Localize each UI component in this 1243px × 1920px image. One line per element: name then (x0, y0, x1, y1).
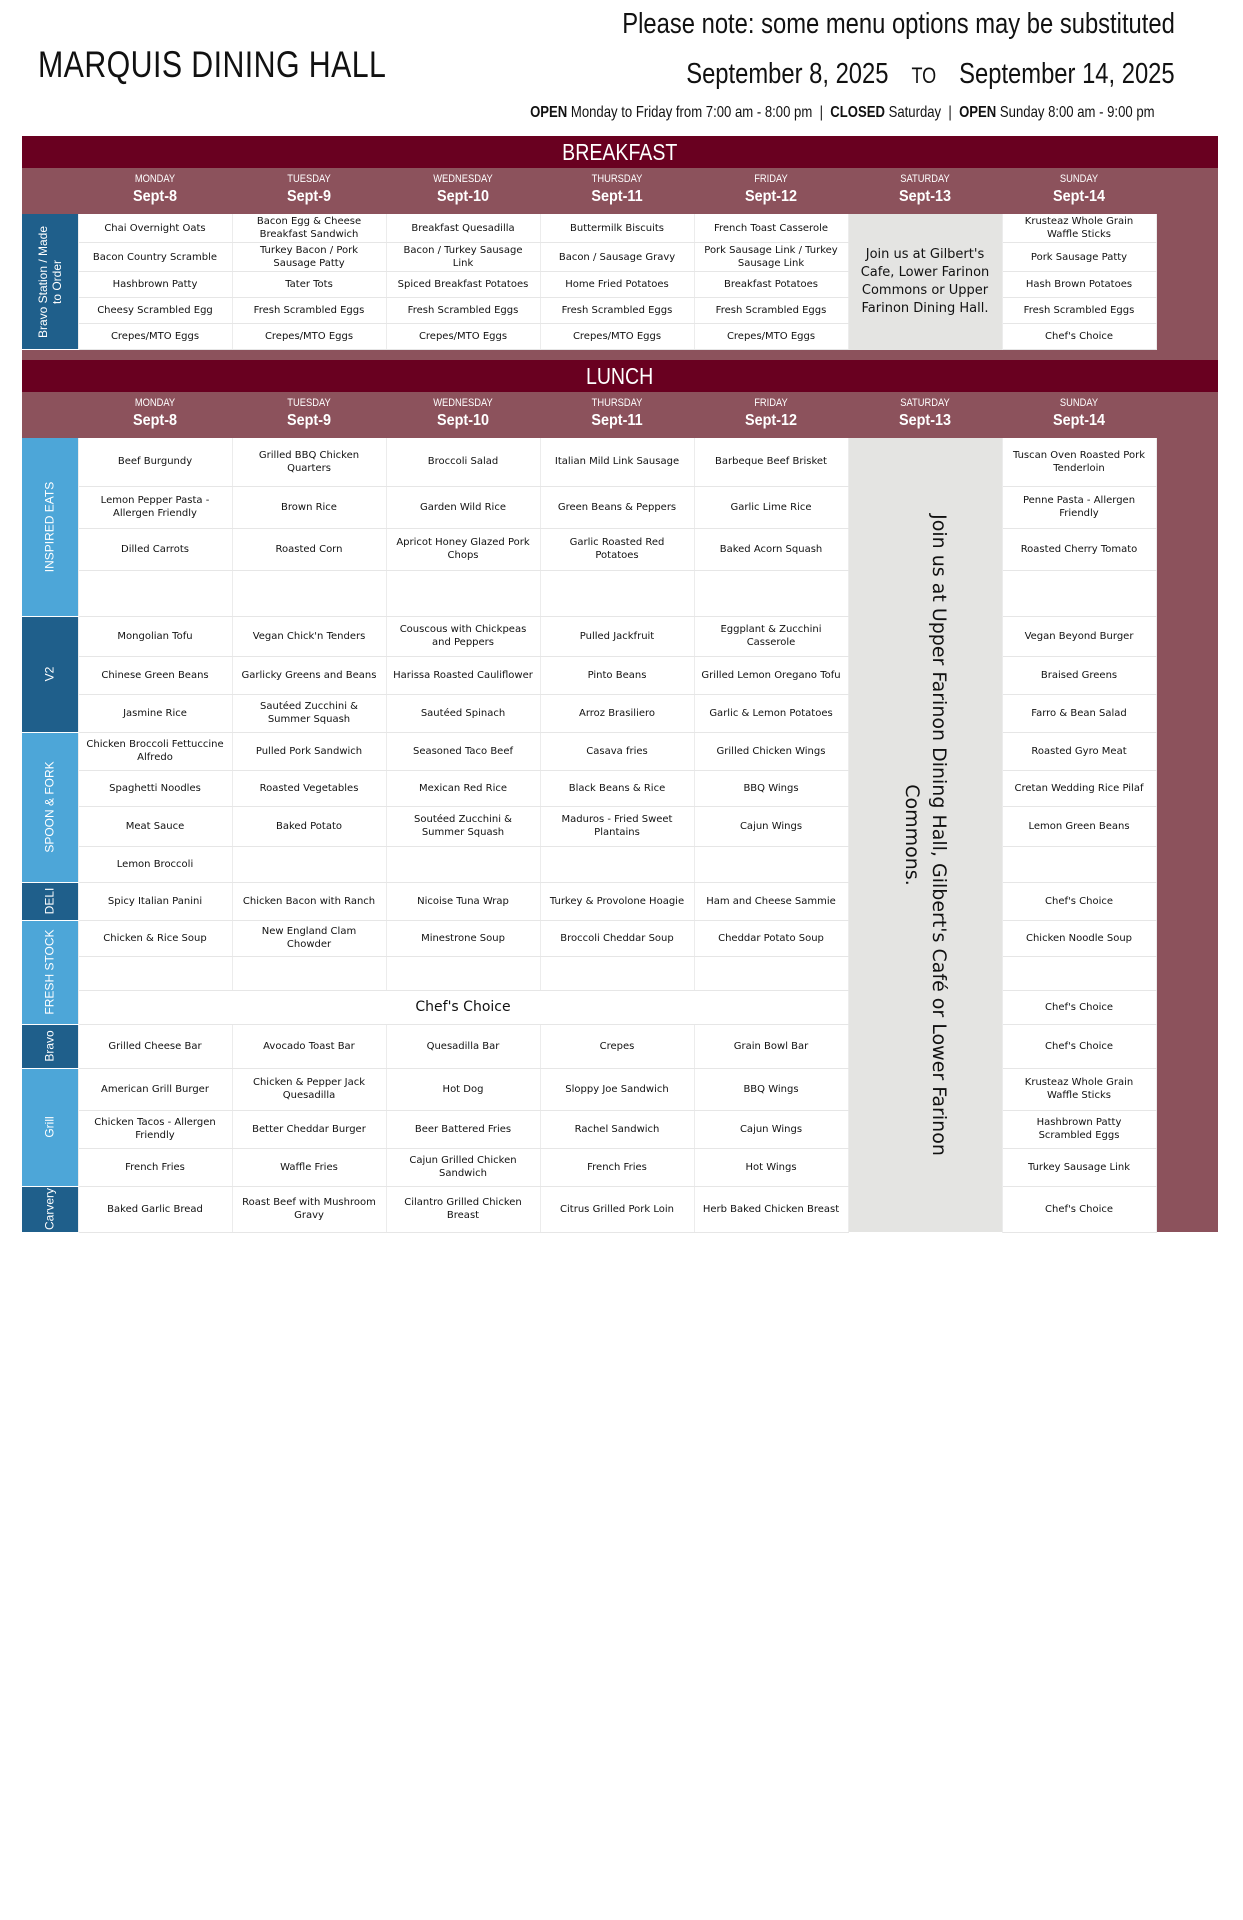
menu-item: Italian Mild Link Sausage (540, 438, 694, 486)
menu-item: Braised Greens (1002, 656, 1156, 694)
menu-item: Better Cheddar Burger (232, 1110, 386, 1148)
menu-item: Pork Sausage Patty (1002, 243, 1156, 272)
menu-item: Lemon Green Beans (1002, 806, 1156, 846)
menu-item (1002, 570, 1156, 616)
menu-item: Cilantro Grilled Chicken Breast (386, 1186, 540, 1232)
breakfast-day-thursday (540, 168, 694, 206)
hours-separator: | (948, 104, 953, 121)
date-to-label: TO (911, 63, 937, 88)
day-date: Sept-10 (436, 188, 490, 205)
menu-item: Cajun Grilled Chicken Sandwich (386, 1148, 540, 1186)
menu-item: Black Beans & Rice (540, 770, 694, 806)
menu-item: Sautéed Spinach (386, 694, 540, 732)
station-spoon-fork (22, 732, 78, 882)
menu-item: Baked Garlic Bread (78, 1186, 232, 1232)
menu-item: Buttermilk Biscuits (540, 214, 694, 243)
menu-item: Breakfast Potatoes (694, 272, 848, 298)
menu-item: Garlic & Lemon Potatoes (694, 694, 848, 732)
menu-item: Spicy Italian Panini (78, 882, 232, 920)
station-label: Bravo Station / Made to Order (35, 225, 64, 338)
breakfast-day-saturday (848, 168, 1002, 206)
menu-item: Beer Battered Fries (386, 1110, 540, 1148)
menu-item (1002, 956, 1156, 990)
menu-item: Bacon Country Scramble (78, 243, 232, 272)
breakfast-day-wednesday (386, 168, 540, 206)
menu-item: Home Fried Potatoes (540, 272, 694, 298)
day-name: THURSDAY (591, 397, 643, 409)
menu-item (540, 956, 694, 990)
menu-item (232, 570, 386, 616)
menu-item: Crepes/MTO Eggs (540, 324, 694, 350)
day-name: SATURDAY (900, 173, 950, 185)
saturday-closed-note: Join us at Gilbert's Cafe, Lower Farinon Commons or Upper Farinon Dining Hall. (848, 214, 1002, 350)
menu-item (1002, 846, 1156, 882)
station-inspired-eats (22, 438, 78, 616)
menu-item: Cretan Wedding Rice Pilaf (1002, 770, 1156, 806)
breakfast-table (22, 214, 1157, 350)
closed-label: CLOSED (830, 104, 886, 121)
menu-item: Grilled Chicken Wings (694, 732, 848, 770)
menu-item: Chicken & Rice Soup (78, 920, 232, 956)
menu-item: Broccoli Salad (386, 438, 540, 486)
menu-item (78, 570, 232, 616)
menu-item: Farro & Bean Salad (1002, 694, 1156, 732)
day-date: Sept-10 (436, 412, 490, 429)
station-fresh-stock (22, 920, 78, 1024)
date-range (687, 58, 1175, 91)
menu-item: Pinto Beans (540, 656, 694, 694)
menu-item: Meat Sauce (78, 806, 232, 846)
menu-item: Cajun Wings (694, 1110, 848, 1148)
menu-item (694, 956, 848, 990)
menu-item: Maduros - Fried Sweet Plantains (540, 806, 694, 846)
day-name: WEDNESDAY (433, 397, 493, 409)
day-name: TUESDAY (287, 397, 331, 409)
station-label: SPOON & FORK (42, 761, 57, 853)
saturday-closed-note (848, 438, 1002, 1232)
menu-item: Garden Wild Rice (386, 486, 540, 528)
breakfast-day-tuesday (232, 168, 386, 206)
saturday-note-text: Join us at Upper Farinon Dining Hall, Gilbert's Café or Lower Farinon Commons. (901, 514, 950, 1156)
menu-item: Nicoise Tuna Wrap (386, 882, 540, 920)
menu-item: Fresh Scrambled Eggs (540, 298, 694, 324)
station-grill (22, 1068, 78, 1186)
menu-item: Hot Wings (694, 1148, 848, 1186)
menu-item: BBQ Wings (694, 770, 848, 806)
menu-item: Grilled Cheese Bar (78, 1024, 232, 1068)
day-date: Sept-14 (1052, 412, 1106, 429)
menu-item: Jasmine Rice (78, 694, 232, 732)
day-name: TUESDAY (287, 173, 331, 185)
menu-item: Cheddar Potato Soup (694, 920, 848, 956)
menu-item: Crepes/MTO Eggs (232, 324, 386, 350)
open-label: OPEN (959, 104, 997, 121)
station-label: FRESH STOCK (42, 929, 57, 1015)
day-date: Sept-8 (132, 188, 178, 205)
day-name: WEDNESDAY (433, 173, 493, 185)
menu-item: Roasted Vegetables (232, 770, 386, 806)
day-name: FRIDAY (754, 173, 788, 185)
menu-item: Ham and Cheese Sammie (694, 882, 848, 920)
day-date: Sept-12 (744, 188, 798, 205)
day-date: Sept-9 (286, 412, 332, 429)
day-date: Sept-8 (132, 412, 178, 429)
day-name: SUNDAY (1059, 397, 1099, 409)
station-label: Grill (42, 1116, 57, 1138)
menu-item: Bacon / Turkey Sausage Link (386, 243, 540, 272)
menu-item: French Toast Casserole (694, 214, 848, 243)
menu-item: Krusteaz Whole Grain Waffle Sticks (1002, 214, 1156, 243)
day-date: Sept-12 (744, 412, 798, 429)
menu-item: Eggplant & Zucchini Casserole (694, 616, 848, 656)
menu-item: Chef's Choice (1002, 990, 1156, 1024)
menu-item: Vegan Beyond Burger (1002, 616, 1156, 656)
breakfast-section (22, 136, 1218, 376)
saturday-hours: Saturday (889, 104, 942, 121)
lunch-day-tuesday (232, 392, 386, 430)
menu-item: Spaghetti Noodles (78, 770, 232, 806)
lunch-day-sunday (1002, 392, 1156, 430)
day-name: SUNDAY (1059, 173, 1099, 185)
menu-item: Fresh Scrambled Eggs (386, 298, 540, 324)
breakfast-title: BREAKFAST (562, 139, 678, 165)
station-deli (22, 882, 78, 920)
menu-item: Chicken Broccoli Fettuccine Alfredo (78, 732, 232, 770)
menu-item: Chicken Bacon with Ranch (232, 882, 386, 920)
menu-item: Arroz Brasiliero (540, 694, 694, 732)
menu-item: Chicken Noodle Soup (1002, 920, 1156, 956)
menu-item: Krusteaz Whole Grain Waffle Sticks (1002, 1068, 1156, 1110)
menu-item (540, 570, 694, 616)
menu-item: American Grill Burger (78, 1068, 232, 1110)
menu-item: Pulled Pork Sandwich (232, 732, 386, 770)
breakfast-day-monday (78, 168, 232, 206)
menu-item: Crepes (540, 1024, 694, 1068)
menu-item (694, 570, 848, 616)
menu-item: Cheesy Scrambled Egg (78, 298, 232, 324)
menu-item: Chef's Choice (1002, 1186, 1156, 1232)
menu-item: Garlic Roasted Red Potatoes (540, 528, 694, 570)
lunch-title: LUNCH (586, 363, 654, 389)
chefs-choice-span: Chef's Choice (78, 990, 848, 1024)
menu-item (78, 956, 232, 990)
sunday-hours: Sunday 8:00 am - 9:00 pm (1000, 104, 1155, 121)
station-bravo-made-to-order (22, 214, 78, 350)
menu-item: Chef's Choice (1002, 324, 1156, 350)
station-label: Bravo (42, 1030, 57, 1062)
lunch-day-monday (78, 392, 232, 430)
menu-item (386, 956, 540, 990)
date-start: September 8, 2025 (686, 58, 889, 90)
menu-item: New England Clam Chowder (232, 920, 386, 956)
menu-item: BBQ Wings (694, 1068, 848, 1110)
menu-item: Garlicky Greens and Beans (232, 656, 386, 694)
lunch-banner (22, 360, 1218, 392)
lunch-section (22, 360, 1218, 1232)
menu-row (22, 214, 1156, 243)
menu-item: Seasoned Taco Beef (386, 732, 540, 770)
hall-title: MARQUIS DINING HALL (38, 44, 387, 85)
menu-item: Hashbrown Patty Scrambled Eggs (1002, 1110, 1156, 1148)
menu-item: Mexican Red Rice (386, 770, 540, 806)
menu-item: Baked Acorn Squash (694, 528, 848, 570)
menu-item: Hashbrown Patty (78, 272, 232, 298)
menu-item: Roasted Gyro Meat (1002, 732, 1156, 770)
day-name: MONDAY (134, 173, 176, 185)
menu-item: Chai Overnight Oats (78, 214, 232, 243)
menu-item: Lemon Broccoli (78, 846, 232, 882)
day-date: Sept-9 (286, 188, 332, 205)
menu-item: Barbeque Beef Brisket (694, 438, 848, 486)
day-date: Sept-13 (898, 412, 952, 429)
breakfast-banner (22, 136, 1218, 168)
menu-item: Rachel Sandwich (540, 1110, 694, 1148)
day-date: Sept-13 (898, 188, 952, 205)
station-label: INSPIRED EATS (42, 481, 57, 572)
menu-item: Pulled Jackfruit (540, 616, 694, 656)
station-label: V2 (42, 666, 57, 682)
menu-item: Roasted Cherry Tomato (1002, 528, 1156, 570)
menu-item: Waffle Fries (232, 1148, 386, 1186)
menu-item: Chicken & Pepper Jack Quesadilla (232, 1068, 386, 1110)
menu-item: Fresh Scrambled Eggs (232, 298, 386, 324)
hours-line (531, 104, 1155, 122)
substitution-notice: Please note: some menu options may be substituted (622, 8, 1175, 40)
hours-separator: | (820, 104, 824, 121)
lunch-day-saturday (848, 392, 1002, 430)
menu-item: Broccoli Cheddar Soup (540, 920, 694, 956)
lunch-day-header (22, 392, 1218, 438)
menu-item: Bacon / Sausage Gravy (540, 243, 694, 272)
menu-item: Apricot Honey Glazed Pork Chops (386, 528, 540, 570)
menu-item: Quesadilla Bar (386, 1024, 540, 1068)
menu-item: Roasted Corn (232, 528, 386, 570)
breakfast-body (22, 168, 1218, 376)
menu-item: Herb Baked Chicken Breast (694, 1186, 848, 1232)
menu-item: Pork Sausage Link / Turkey Sausage Link (694, 243, 848, 272)
day-date: Sept-14 (1052, 188, 1106, 205)
menu-item: Vegan Chick'n Tenders (232, 616, 386, 656)
menu-item: Sloppy Joe Sandwich (540, 1068, 694, 1110)
lunch-day-thursday (540, 392, 694, 430)
menu-item: Chinese Green Beans (78, 656, 232, 694)
menu-item: Baked Potato (232, 806, 386, 846)
menu-item (386, 570, 540, 616)
menu-item: Turkey & Provolone Hoagie (540, 882, 694, 920)
menu-item: Tuscan Oven Roasted Pork Tenderloin (1002, 438, 1156, 486)
menu-item: Beef Burgundy (78, 438, 232, 486)
menu-item: French Fries (78, 1148, 232, 1186)
lunch-body (22, 392, 1218, 1232)
menu-item: Green Beans & Peppers (540, 486, 694, 528)
menu-item: Couscous with Chickpeas and Peppers (386, 616, 540, 656)
date-end: September 14, 2025 (959, 58, 1175, 90)
menu-item: Spiced Breakfast Potatoes (386, 272, 540, 298)
menu-item: Casava fries (540, 732, 694, 770)
menu-item (232, 846, 386, 882)
station-v2 (22, 616, 78, 732)
menu-item: Soutéed Zucchini & Summer Squash (386, 806, 540, 846)
menu-item: Crepes/MTO Eggs (78, 324, 232, 350)
day-name: FRIDAY (754, 397, 788, 409)
menu-row (22, 438, 1156, 486)
menu-item: Chef's Choice (1002, 882, 1156, 920)
menu-item: Chef's Choice (1002, 1024, 1156, 1068)
menu-item (386, 846, 540, 882)
menu-item: Grain Bowl Bar (694, 1024, 848, 1068)
menu-item: Avocado Toast Bar (232, 1024, 386, 1068)
day-date: Sept-11 (591, 412, 643, 429)
station-label: DELI (42, 887, 57, 915)
menu-item: Citrus Grilled Pork Loin (540, 1186, 694, 1232)
menu-item: Grilled BBQ Chicken Quarters (232, 438, 386, 486)
menu-item: Penne Pasta - Allergen Friendly (1002, 486, 1156, 528)
lunch-table (22, 438, 1157, 1233)
lunch-day-friday (694, 392, 848, 430)
breakfast-day-sunday (1002, 168, 1156, 206)
menu-item: Lemon Pepper Pasta - Allergen Friendly (78, 486, 232, 528)
menu-item: Fresh Scrambled Eggs (694, 298, 848, 324)
menu-item: Hash Brown Potatoes (1002, 272, 1156, 298)
open-label: OPEN (530, 104, 568, 121)
menu-item: Hot Dog (386, 1068, 540, 1110)
breakfast-day-header (22, 168, 1218, 214)
lunch-day-wednesday (386, 392, 540, 430)
menu-item: French Fries (540, 1148, 694, 1186)
menu-item: Cajun Wings (694, 806, 848, 846)
menu-item: Dilled Carrots (78, 528, 232, 570)
station-carvery (22, 1186, 78, 1232)
menu-item: Chicken Tacos - Allergen Friendly (78, 1110, 232, 1148)
menu-item: Crepes/MTO Eggs (694, 324, 848, 350)
station-bravo (22, 1024, 78, 1068)
menu-item: Harissa Roasted Cauliflower (386, 656, 540, 694)
menu-item (694, 846, 848, 882)
menu-item: Mongolian Tofu (78, 616, 232, 656)
menu-item: Crepes/MTO Eggs (386, 324, 540, 350)
menu-item: Bacon Egg & Cheese Breakfast Sandwich (232, 214, 386, 243)
menu-item (540, 846, 694, 882)
menu-item: Brown Rice (232, 486, 386, 528)
menu-item: Garlic Lime Rice (694, 486, 848, 528)
menu-item: Turkey Sausage Link (1002, 1148, 1156, 1186)
weekday-hours: Monday to Friday from 7:00 am - 8:00 pm (571, 104, 813, 121)
menu-item (232, 956, 386, 990)
station-label: Carvery (42, 1187, 57, 1231)
menu-item: Breakfast Quesadilla (386, 214, 540, 243)
menu-item: Grilled Lemon Oregano Tofu (694, 656, 848, 694)
day-name: SATURDAY (900, 397, 950, 409)
menu-item: Turkey Bacon / Pork Sausage Patty (232, 243, 386, 272)
day-date: Sept-11 (591, 188, 643, 205)
menu-item: Roast Beef with Mushroom Gravy (232, 1186, 386, 1232)
day-name: THURSDAY (591, 173, 643, 185)
menu-item: Tater Tots (232, 272, 386, 298)
menu-item: Sautéed Zucchini & Summer Squash (232, 694, 386, 732)
breakfast-day-friday (694, 168, 848, 206)
day-name: MONDAY (134, 397, 176, 409)
menu-item: Minestrone Soup (386, 920, 540, 956)
menu-item: Fresh Scrambled Eggs (1002, 298, 1156, 324)
